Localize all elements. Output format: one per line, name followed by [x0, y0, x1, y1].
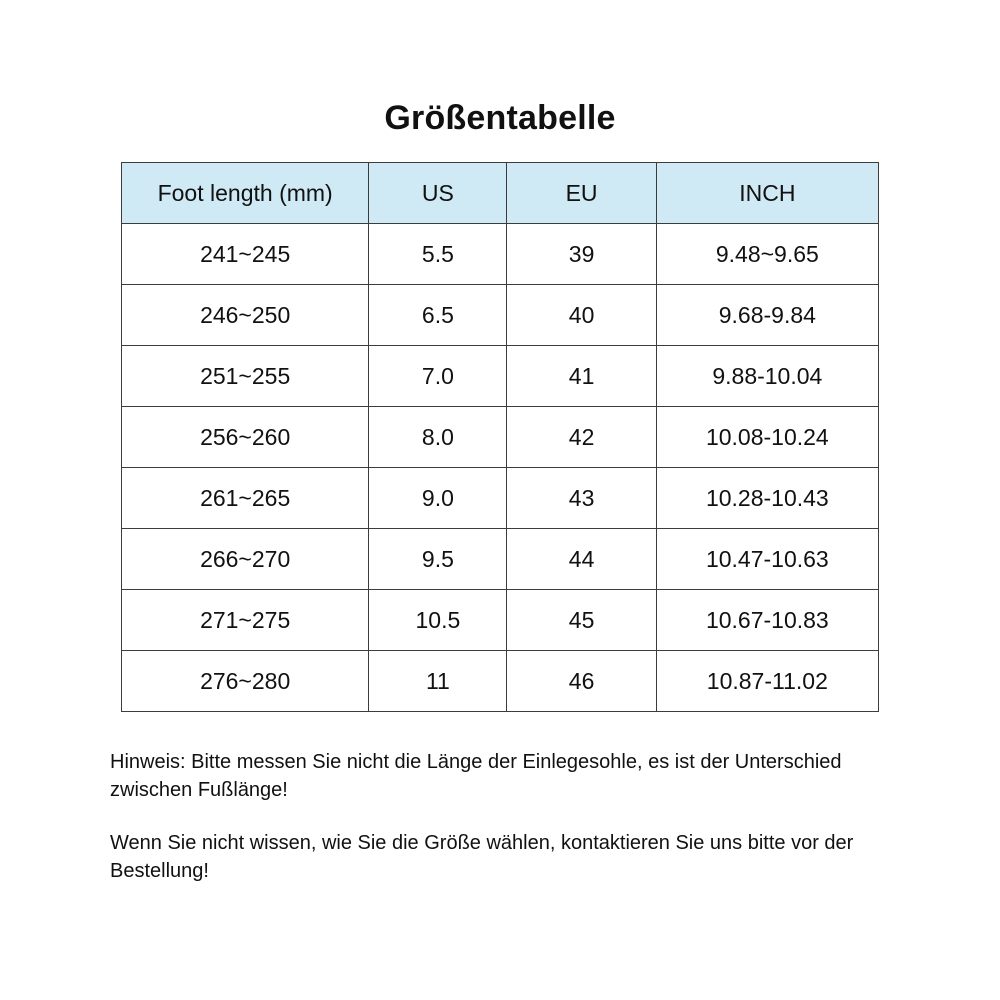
inch-cell: 10.87-11.02	[656, 651, 878, 712]
column-header-foot-length: Foot length (mm)	[122, 163, 369, 224]
eu-size-cell: 40	[507, 285, 656, 346]
table-header-row	[122, 163, 879, 224]
eu-size-cell: 45	[507, 590, 656, 651]
inch-cell: 10.47-10.63	[656, 529, 878, 590]
us-size-cell: 7.0	[369, 346, 507, 407]
foot-length-cell: 241~245	[122, 224, 369, 285]
eu-size-cell: 44	[507, 529, 656, 590]
table-row	[122, 651, 879, 712]
page-title: Größentabelle	[384, 99, 616, 137]
inch-cell: 9.68-9.84	[656, 285, 878, 346]
foot-length-cell: 271~275	[122, 590, 369, 651]
notes-section	[110, 748, 910, 910]
size-chart-table	[121, 162, 879, 712]
eu-size-cell: 41	[507, 346, 656, 407]
column-header-eu: EU	[507, 163, 656, 224]
foot-length-cell: 256~260	[122, 407, 369, 468]
inch-cell: 9.88-10.04	[656, 346, 878, 407]
table-row	[122, 285, 879, 346]
foot-length-cell: 261~265	[122, 468, 369, 529]
table-row	[122, 346, 879, 407]
table-row	[122, 407, 879, 468]
inch-cell: 9.48~9.65	[656, 224, 878, 285]
table-body	[122, 224, 879, 712]
us-size-cell: 6.5	[369, 285, 507, 346]
table-row	[122, 224, 879, 285]
eu-size-cell: 42	[507, 407, 656, 468]
table-row	[122, 529, 879, 590]
us-size-cell: 9.0	[369, 468, 507, 529]
column-header-inch: INCH	[656, 163, 878, 224]
foot-length-cell: 266~270	[122, 529, 369, 590]
table-row	[122, 590, 879, 651]
us-size-cell: 9.5	[369, 529, 507, 590]
column-header-us: US	[369, 163, 507, 224]
eu-size-cell: 46	[507, 651, 656, 712]
measurement-hint: Hinweis: Bitte messen Sie nicht die Länge der Einlegesohle, es ist der Unterschied zwischen Fußlänge!	[110, 751, 842, 801]
eu-size-cell: 39	[507, 224, 656, 285]
contact-note: Wenn Sie nicht wissen, wie Sie die Größe wählen, kontaktieren Sie uns bitte vor der Bestellung!	[110, 832, 854, 882]
foot-length-cell: 276~280	[122, 651, 369, 712]
us-size-cell: 11	[369, 651, 507, 712]
table-header	[122, 163, 879, 224]
foot-length-cell: 246~250	[122, 285, 369, 346]
us-size-cell: 5.5	[369, 224, 507, 285]
table-row	[122, 468, 879, 529]
foot-length-cell: 251~255	[122, 346, 369, 407]
us-size-cell: 8.0	[369, 407, 507, 468]
inch-cell: 10.67-10.83	[656, 590, 878, 651]
inch-cell: 10.08-10.24	[656, 407, 878, 468]
inch-cell: 10.28-10.43	[656, 468, 878, 529]
us-size-cell: 10.5	[369, 590, 507, 651]
eu-size-cell: 43	[507, 468, 656, 529]
